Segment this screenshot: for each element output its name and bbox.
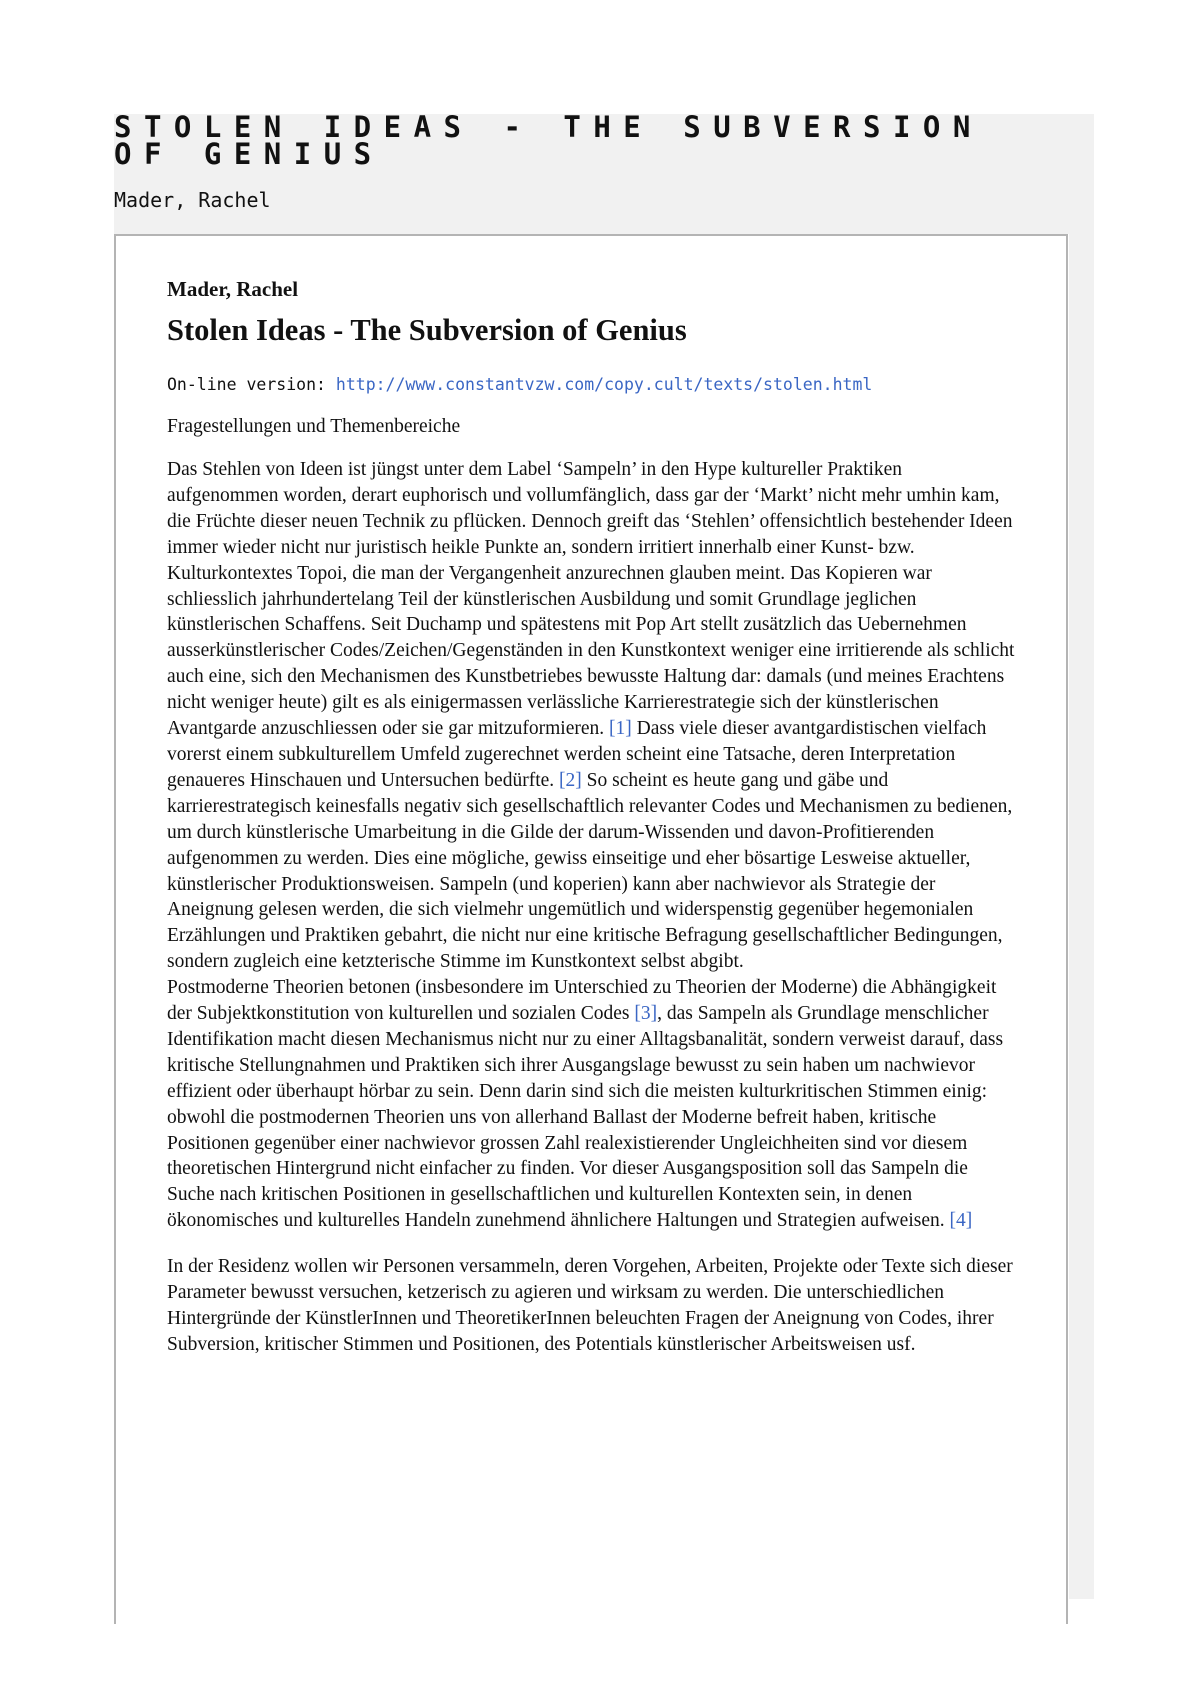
page-header [114,110,1094,234]
paragraph-3: In der Residenz wollen wir Personen versammeln, deren Vorgehen, Arbeiten, Projekte oder Texte sich dieser Parameter bewusst versuchen, ketzerisch zu agieren und wirksam zu werden. Die unterschiedlichen Hintergründe der KünstlerInnen und TheoretikerInnen beleuchten Fragen der Aneignung von Codes, ihrer Subversion, kritischer Stimmen und Positionen, des Potentials künstlerischer Arbeitsweisen usf. [167,1256,1013,1355]
document-body [167,276,1017,1358]
paragraph-1-text-c: So scheint es heute gang und gäbe und karrierestrategisch keinesfalls negativ sich gesellschaftlich relevanter Codes und Mechanismen zu bedienen, um durch künstlerische Umarbeitung in die Gilde der darum-Wissenden und davon-Profitierenden aufgenommen zu werden. Dies eine mögliche, gewiss einseitige und eher bösartige Lesweise aktueller, künstlerischer Produktionsweisen. Sampeln (und koperien) kann aber nachwievor als Strategie der Aneignung gelesen werden, die sich vielmehr ungemütlich und widerspenstig gegenüber hegemonialen Erzählungen und Praktiken gebahrt, die nicht nur eine kritische Befragung gesellschaftlicher Bedingungen, sondern zugleich eine ketzterische Stimme im Kunstkontext selbst abgibt. [167,769,1013,973]
section-heading: Fragestellungen und Themenbereiche [167,416,461,437]
document-author: Mader, Rachel [167,277,299,301]
paragraph-1 [167,457,1017,975]
header-title: STOLEN IDEAS - THE SUBVERSION OF GENIUS [114,110,983,171]
paragraph-1-text-a: Das Stehlen von Ideen ist jüngst unter dem Label ‘Sampeln’ in den Hype kultureller Praktiken aufgenommen worden, derart euphorisch und vollumfänglich, dass gar der ‘Markt’ nicht mehr umhin kam, die Früchte dieser neuen Technik zu pflücken. Dennoch greift das ‘Stehlen’ offensichtlich bestehender Ideen immer wieder nicht nur juristisch heikle Punkte an, sondern irritiert innerhalb einer Kunst- bzw. Kulturkontextes Topoi, die man der Vergangenheit anzurechnen glauben meint. Das Kopieren war schliesslich jahrhundertelang Teil der künstlerischen Ausbildung und somit Grundlage jeglichen künstlerischen Schaffens. Seit Duchamp und spätestens mit Pop Art stellt zusätzlich das Uebernehmen ausserkünstlerischer Codes/Zeichen/Gegenständen in den Kunstkontext weniger eine irritierende als schlicht auch eine, sich den Mechanismen des Kunstbetriebes bewusste Haltung dar: damals (und meines Erachtens nicht weniger heute) gilt es als einigermassen verlässliche Karrierestrategie sich der künstlerischen Avantgarde anzuschliessen oder sie gar mitzuformieren. [167,459,1015,740]
online-version-link[interactable]: http://www.constantvzw.com/copy.cult/texts/stolen.html [335,375,873,394]
document-title: Stolen Ideas - The Subversion of Genius [167,313,687,347]
paragraph-2-text-b: , das Sampeln als Grundlage menschlicher Identifikation macht diesen Mechanismus nicht nur zu einer Alltagsbanalität, sondern verweist darauf, dass kritische Stellungnahmen und Praktiken sich ihrer Ausgangslage bewusst zu sein haben um nachwievor effizient oder überhaupt hörbar zu sein. Denn darin sind sich die meisten kulturkritischen Stimmen einig: obwohl die postmodernen Theorien uns von allerhand Ballast der Moderne befreit haben, kritische Positionen gegenüber einer nachwievor grossen Zahl realexistierender Ungleichheiten sind vor diesem theoretischen Hintergrund nicht einfacher zu finden. Vor dieser Ausgangsposition soll das Sampeln die Suche nach kritischen Positionen in gesellschaftlichen und kulturellen Kontexten sein, in denen ökonomisches und kulturelles Handeln zunehmend ähnlichere Haltungen und Strategien aufweisen. [167,1003,1004,1232]
paragraph-2-text-a: Postmoderne Theorien betonen (insbesondere im Unterschied zu Theorien der Moderne) die Abhängigkeit der Subjektkonstitution von kulturellen und sozialen Codes [167,977,997,1025]
footnote-link-2[interactable]: [2] [559,769,582,791]
footnote-link-1[interactable]: [1] [609,718,632,740]
footnote-link-3[interactable]: [3] [634,1003,658,1025]
paragraph-2 [167,975,1017,1234]
online-version-line [167,374,1017,396]
header-author: Mader, Rachel [114,188,271,212]
footnote-link-4[interactable]: [4] [949,1210,973,1232]
right-gray-strip [1069,234,1094,1599]
paragraph-1-text-b: Dass viele dieser avantgardistischen vielfach vorerst einem subkulturellem Umfeld zugerechnet werden scheint eine Tatsache, deren Interpretation genaueres Hinschauen und Untersuchen bedürfte. [167,718,987,791]
online-version-label: On-line version: [167,375,336,394]
